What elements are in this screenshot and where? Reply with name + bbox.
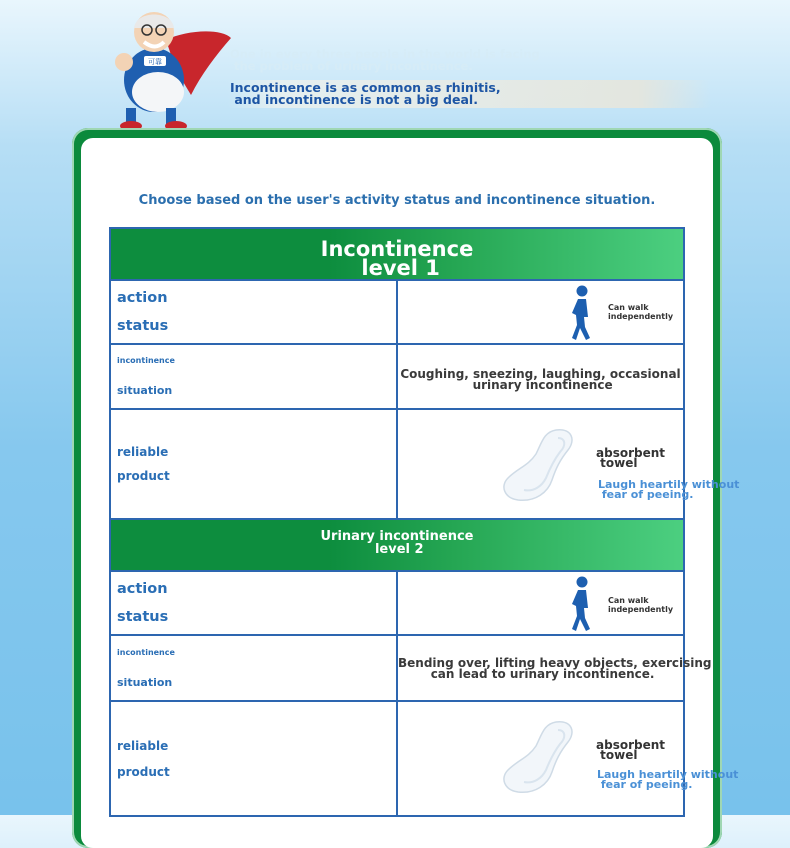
- situation-row: [110, 344, 684, 409]
- situation-label: situation: [117, 384, 173, 397]
- walking-person-icon: [568, 576, 596, 632]
- level-title: Urinary incontinence level 2: [320, 529, 474, 557]
- product-name: absorbent towel: [596, 738, 665, 762]
- action-status-text: Can walk independently: [608, 596, 674, 614]
- intro-statistic: One in every three people in the world is facing the problem of urinary incontinence.: [230, 47, 540, 73]
- action-label: action: [117, 290, 168, 306]
- product-label: product: [117, 764, 170, 779]
- incontinence-label: incontinence: [117, 356, 175, 365]
- product-label: product: [117, 469, 170, 483]
- product-row: [110, 701, 684, 816]
- situation-label: situation: [117, 675, 173, 689]
- action-status-row: [110, 280, 684, 344]
- level-header-row: [110, 519, 684, 571]
- situation-row: [110, 635, 684, 701]
- content-frame: [72, 128, 740, 848]
- page-heading: Choose based on the user's activity status and incontinence situation.: [138, 193, 656, 208]
- reliable-label: reliable: [117, 738, 169, 753]
- action-status-row: [110, 571, 684, 635]
- level-title: Incontinence level 1: [320, 237, 474, 280]
- pad-product-image: [498, 718, 578, 796]
- reliable-label: reliable: [117, 445, 169, 459]
- walking-person-icon: [568, 285, 596, 341]
- product-description: Laugh heartily without fear of peeing.: [597, 768, 739, 791]
- situation-text: Coughing, sneezing, laughing, occasional urinary incontinence: [400, 367, 681, 392]
- product-name: absorbent towel: [596, 446, 665, 470]
- status-label: status: [117, 318, 169, 334]
- product-row: [110, 409, 684, 519]
- status-label: status: [117, 609, 169, 625]
- level-header-row: [110, 228, 684, 280]
- mascot-badge: 可靠: [148, 58, 162, 66]
- pad-product-image: [498, 426, 578, 504]
- action-status-text: Can walk independently: [608, 303, 674, 321]
- content-panel: [81, 138, 740, 848]
- incontinence-table: [109, 227, 740, 817]
- product-description: Laugh heartily without fear of peeing.: [598, 478, 740, 501]
- incontinence-label: incontinence: [117, 647, 175, 657]
- intro-message: Incontinence is as common as rhinitis, and incontinence is not a big deal.: [228, 80, 711, 108]
- situation-text: Bending over, lifting heavy objects, exercising can lead to urinary incontinence.: [398, 656, 712, 681]
- action-label: action: [117, 581, 168, 597]
- mascot-illustration: [96, 0, 236, 135]
